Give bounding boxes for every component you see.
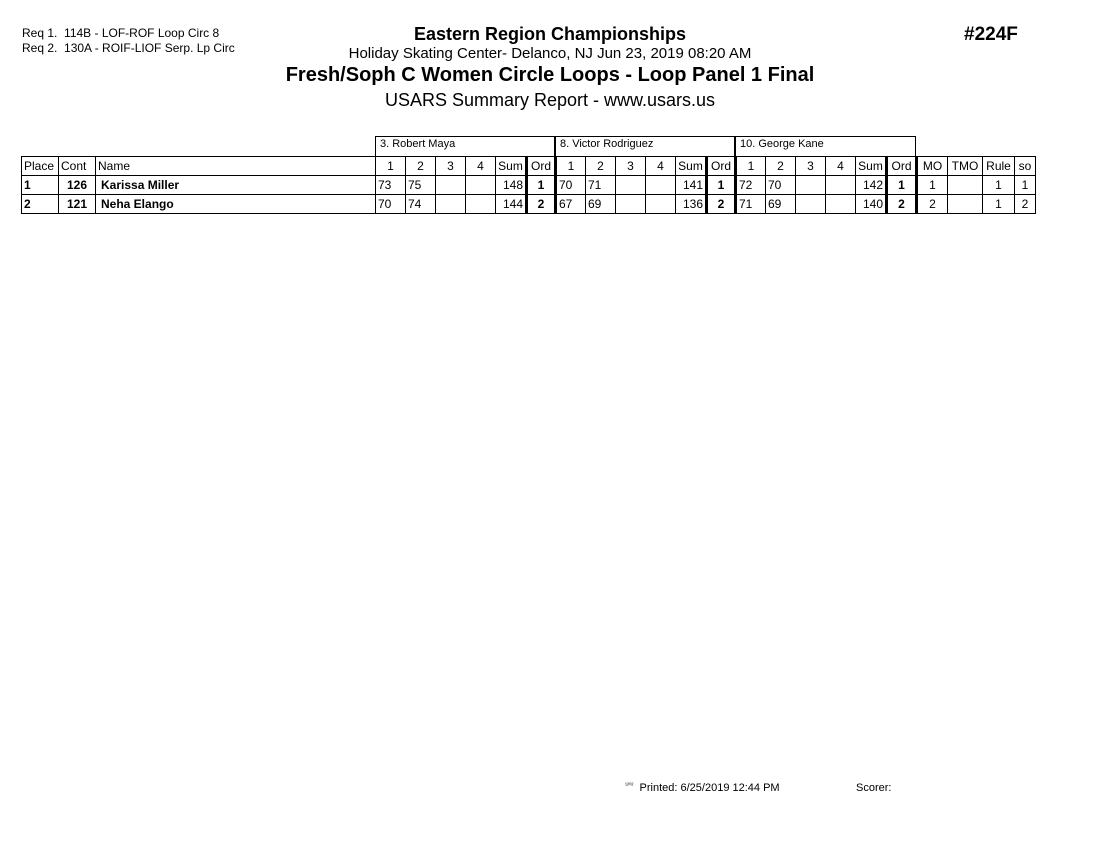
score-cell: 70 [556,176,586,195]
score-cell [826,176,856,195]
score-cell [466,176,496,195]
mo-cell: 1 [917,176,948,195]
col-judge1-sum: Sum [496,157,527,176]
sum-cell: 148 [496,176,527,195]
requirement-label: Req 2. [22,41,58,55]
tmo-cell [948,195,983,214]
score-cell: 71 [586,176,616,195]
print-info [625,782,780,794]
requirement-text: 114B - LOF-ROF Loop Circ 8 [64,26,220,40]
page-title: Fresh/Soph C Women Circle Loops - Loop Panel 1 Final [285,64,815,86]
score-cell [646,195,676,214]
col-judge1-score3: 3 [436,157,466,176]
col-judge2-ord: Ord [707,157,736,176]
col-judge2-sum: Sum [676,157,707,176]
col-judge1-score4: 4 [466,157,496,176]
col-judge2-score4: 4 [646,157,676,176]
score-cell [466,195,496,214]
ord-cell: 1 [887,176,917,195]
score-cell [616,176,646,195]
col-rule: Rule [983,157,1015,176]
score-cell: 70 [376,195,406,214]
rule-cell: 1 [983,195,1015,214]
col-judge1-ord: Ord [527,157,556,176]
col-judge3-score4: 4 [826,157,856,176]
score-cell: 72 [736,176,766,195]
score-cell: 71 [736,195,766,214]
judge-header-2: 8. Victor Rodriguez [555,136,735,156]
cont-cell: 121 [59,195,96,214]
col-judge3-score1: 1 [736,157,766,176]
col-cont: Cont [59,157,96,176]
sum-cell: 141 [676,176,707,195]
rule-cell: 1 [983,176,1015,195]
score-cell [826,195,856,214]
score-cell: 74 [406,195,436,214]
ord-cell: 2 [527,195,556,214]
score-cell: 70 [766,176,796,195]
col-judge2-score3: 3 [616,157,646,176]
score-cell: 67 [556,195,586,214]
score-cell: 69 [586,195,616,214]
cont-cell: 126 [59,176,96,195]
col-judge1-score2: 2 [406,157,436,176]
page-subtitle: USARS Summary Report - www.usars.us [384,90,716,110]
col-judge2-score2: 2 [586,157,616,176]
col-judge3-ord: Ord [887,157,917,176]
col-place: Place [22,157,59,176]
skater-name: Neha Elango [96,195,376,214]
ord-cell: 2 [887,195,917,214]
results-table [21,156,1036,214]
score-cell [796,176,826,195]
score-cell: 73 [376,176,406,195]
sum-cell: 142 [856,176,887,195]
col-so: so [1015,157,1036,176]
col-name: Name [96,157,376,176]
so-cell: 2 [1015,195,1036,214]
sum-cell: 136 [676,195,707,214]
place-cell: 1 [22,176,59,195]
score-cell [796,195,826,214]
sum-cell: 140 [856,195,887,214]
scorer-label: Scorer: [856,782,892,794]
ord-cell: 1 [707,176,736,195]
score-cell: 75 [406,176,436,195]
tmo-cell [948,176,983,195]
sum-cell: 144 [496,195,527,214]
skater-name: Karissa Miller [96,176,376,195]
table-row [22,195,1036,214]
venue-date: Holiday Skating Center- Delanco, NJ Jun 23, 2019 08:20 AM [348,45,752,62]
col-mo: MO [917,157,948,176]
ord-cell: 2 [707,195,736,214]
event-number: #224F [964,24,1018,45]
report-code: ¹²⁰² [625,783,634,789]
score-cell [436,176,466,195]
so-cell: 1 [1015,176,1036,195]
printed-timestamp: Printed: 6/25/2019 12:44 PM [639,782,780,794]
place-cell: 2 [22,195,59,214]
col-judge3-score2: 2 [766,157,796,176]
score-cell [616,195,646,214]
score-cell: 69 [766,195,796,214]
col-tmo: TMO [948,157,983,176]
table-row [22,176,1036,195]
requirement-text: 130A - ROIF-LIOF Serp. Lp Circ [64,41,235,55]
ord-cell: 1 [527,176,556,195]
score-cell [436,195,466,214]
table-header-row [22,157,1036,176]
requirement-label: Req 1. [22,26,58,40]
event-name: Eastern Region Championships [413,24,687,44]
col-judge1-score1: 1 [376,157,406,176]
col-judge3-sum: Sum [856,157,887,176]
col-judge3-score3: 3 [796,157,826,176]
judge-header-3: 10. George Kane [735,136,916,156]
score-cell [646,176,676,195]
col-judge2-score1: 1 [556,157,586,176]
judge-header-1: 3. Robert Maya [375,136,555,156]
mo-cell: 2 [917,195,948,214]
